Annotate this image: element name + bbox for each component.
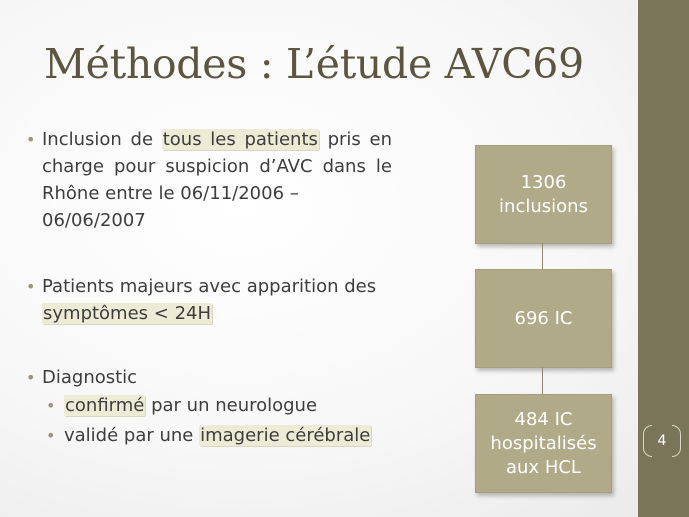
bullet-patients-majeurs: • Patients majeurs avec apparition des symptômes < 24H: [26, 273, 392, 327]
bracket-left-icon: [643, 425, 652, 457]
page-number-badge: [639, 423, 685, 459]
bullet-inclusion-text: Inclusion de tous les patients pris en charge pour suspicion d’AVC dans le Rhône entre le 06/11/2006 –: [42, 129, 392, 204]
bullet-list: [26, 126, 392, 451]
bullet-icon: •: [26, 130, 36, 149]
flow-box-ic: 696 IC: [475, 269, 612, 368]
highlight-symptomes: symptômes < 24H: [43, 303, 212, 324]
sub-bullet-confirme: • confirmé par un neurologue: [26, 391, 392, 421]
flow-box-inclusions: 1306 inclusions: [475, 145, 612, 244]
highlight-tous-les-patients: tous les patients: [162, 129, 318, 150]
highlight-confirme: confirmé: [65, 395, 145, 416]
flow-connector: [542, 367, 543, 394]
bullet-icon: •: [26, 277, 36, 296]
bullet-inclusion-date-end: 06/06/2007: [42, 210, 146, 231]
flow-connector: [542, 243, 543, 269]
bullet-diagnostic: • Diagnostic: [26, 364, 392, 391]
bullet-inclusion: [26, 126, 392, 234]
bullet-icon: •: [26, 368, 36, 387]
sub-bullet-imagerie: • validé par une imagerie cérébrale: [26, 421, 392, 451]
bracket-right-icon: [672, 425, 681, 457]
bullet-icon: •: [46, 426, 56, 445]
flow-box-hospitalises: 484 IC hospitalisés aux HCL: [475, 394, 612, 493]
slide-title: Méthodes : L’étude AVC69: [44, 40, 584, 88]
highlight-imagerie: imagerie cérébrale: [200, 425, 371, 446]
bullet-icon: •: [46, 396, 56, 415]
page-number: 4: [657, 433, 667, 449]
